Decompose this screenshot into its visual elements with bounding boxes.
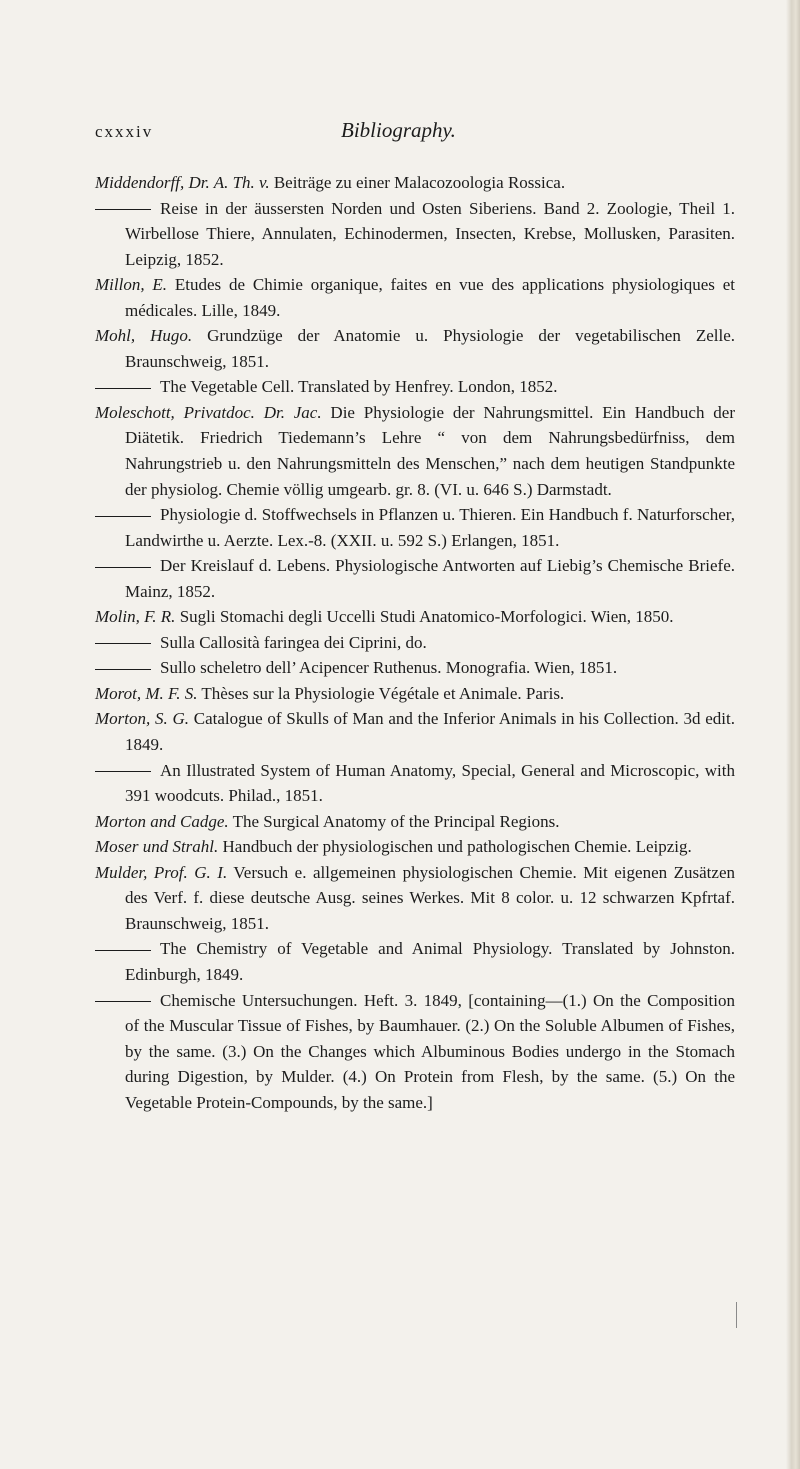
entry-text: Sullo scheletro dell’ Acipencer Ruthenus. Monografia. Wien, 1851. <box>160 658 618 678</box>
entry-text: Der Kreislauf d. Lebens. Physiologische Antworten auf Liebig’s Chemische Briefe. Mainz, 1852. <box>125 556 735 601</box>
entry-text: Grundzüge der Anatomie u. Physiologie der vegetabilischen Zelle. Braunschweig, 1851. <box>125 326 736 371</box>
ditto-dash <box>95 388 151 389</box>
ditto-dash <box>95 643 151 644</box>
entry-author: Moleschott, Privatdoc. Dr. Jac. <box>95 402 322 422</box>
ditto-dash <box>95 516 151 517</box>
entry-text: Reise in der äussersten Norden und Osten Siberiens. Band 2. Zoologie, Theil 1. Wirbellose Thiere, Annulaten, Echinodermen, Insecten, Krebse, Mollusken, Parasiten. Leipzig, 1852. <box>125 198 735 269</box>
bibliography-entry <box>95 681 735 707</box>
page-header <box>95 118 735 150</box>
entry-text: Catalogue of Skulls of Man and the Inferior Animals in his Collection. 3d edit. 1849. <box>125 709 735 755</box>
ditto-dash <box>95 669 151 670</box>
entry-text: Thèses sur la Physiologie Végétale et Animale. Paris. <box>197 683 565 703</box>
entry-author: Middendorff, Dr. A. Th. v. <box>95 173 270 192</box>
bibliography-entry <box>95 809 735 835</box>
entry-text: Sulla Callosità faringea dei Ciprini, do. <box>160 632 427 652</box>
entry-text: Etudes de Chimie organique, faites en vue des applications physiologiques et médicales. Lille, 1849. <box>125 275 735 320</box>
running-title: Bibliography. <box>341 118 456 142</box>
bibliography-entry <box>95 860 735 937</box>
bibliography-entry <box>95 834 735 860</box>
bibliography-entry <box>95 272 735 323</box>
bibliography-subentry <box>95 196 735 273</box>
entry-author: Morton and Cadge. <box>95 811 229 831</box>
bibliography-subentry <box>95 758 735 809</box>
bibliography-list <box>95 170 735 1115</box>
entry-text: The Vegetable Cell. Translated by Henfrey. London, 1852. <box>160 377 558 397</box>
page-edge <box>786 0 800 1469</box>
entry-text: Sugli Stomachi degli Uccelli Studi Anatomico-Morfologici. Wien, 1850. <box>175 607 674 627</box>
ditto-dash <box>95 567 151 568</box>
bibliography-subentry <box>95 374 735 400</box>
entry-text: The Chemistry of Vegetable and Animal Physiology. Translated by Johnston. Edinburgh, 1849. <box>125 939 735 984</box>
page-number: cxxxiv <box>95 122 154 141</box>
entry-text: Handbuch der physiologischen und pathologischen Chemie. Leipzig. <box>218 837 692 857</box>
entry-text: An Illustrated System of Human Anatomy, Special, General and Microscopic, with 391 woodcuts. Philad., 1851. <box>125 760 735 806</box>
margin-mark <box>736 1302 737 1328</box>
entry-text: Chemische Untersuchungen. Heft. 3. 1849, [containing—(1.) On the Composition of the Muscular Tissue of Fishes, by Baumhauer. (2.) On the Soluble Albumen of Fishes, by the same. (3.) On the Changes which Albuminous Bodies undergo in the Stomach during Digestion, by Mulder. (4.) On Protein from Flesh, by the same. (5.) On the Vegetable Protein-Compounds, by the same.] <box>125 990 735 1112</box>
entry-author: Mohl, Hugo. <box>95 326 193 346</box>
bibliography-subentry <box>95 936 735 987</box>
entry-text: Versuch e. allgemeinen physiologischen Chemie. Mit eigenen Zusätzen des Verf. f. diese deutsche Ausg. seines Werkes. Mit 8 color. u. 12 schwarzen Kpfrtaf. Braunschweig, 1851. <box>125 862 735 933</box>
entry-author: Morot, M. F. S. <box>95 683 198 703</box>
bibliography-entry <box>95 400 735 502</box>
entry-author: Mulder, Prof. G. I. <box>95 862 228 882</box>
ditto-dash <box>95 1001 151 1002</box>
bibliography-entry <box>95 170 735 196</box>
bibliography-subentry <box>95 988 735 1116</box>
entry-text: Physiologie d. Stoffwechsels in Pflanzen u. Thieren. Ein Handbuch f. Naturforscher, Landwirthe u. Aerzte. Lex.-8. (XXII. u. 592 S.) Erlangen, 1851. <box>125 505 735 550</box>
entry-author: Morton, S. G. <box>95 709 189 729</box>
entry-author: Millon, E. <box>95 275 168 295</box>
bibliography-subentry <box>95 630 735 656</box>
entry-author: Molin, F. R. <box>95 607 176 627</box>
entry-text: The Surgical Anatomy of the Principal Regions. <box>228 811 560 831</box>
ditto-dash <box>95 209 151 210</box>
bibliography-subentry <box>95 655 735 681</box>
bibliography-entry <box>95 706 735 757</box>
bibliography-entry <box>95 323 735 374</box>
entry-author: Moser und Strahl. <box>95 837 219 857</box>
entry-text: Beiträge zu einer Malacozoologia Rossica. <box>269 173 566 192</box>
bibliography-subentry <box>95 553 735 604</box>
bibliography-entry <box>95 604 735 630</box>
ditto-dash <box>95 771 151 772</box>
bibliography-subentry <box>95 502 735 553</box>
entry-text: Die Physiologie der Nahrungsmittel. Ein Handbuch der Diätetik. Friedrich Tiedemann’s Lehre “ von dem Nahrungsbedürfniss, dem Nahrungstrieb u. den Nahrungsmitteln des Menschen,” nach dem heutigen Standpunkte der physiolog. Chemie völlig umgearb. gr. 8. (VI. u. 646 S.) Darmstadt. <box>125 402 735 499</box>
ditto-dash <box>95 950 151 951</box>
